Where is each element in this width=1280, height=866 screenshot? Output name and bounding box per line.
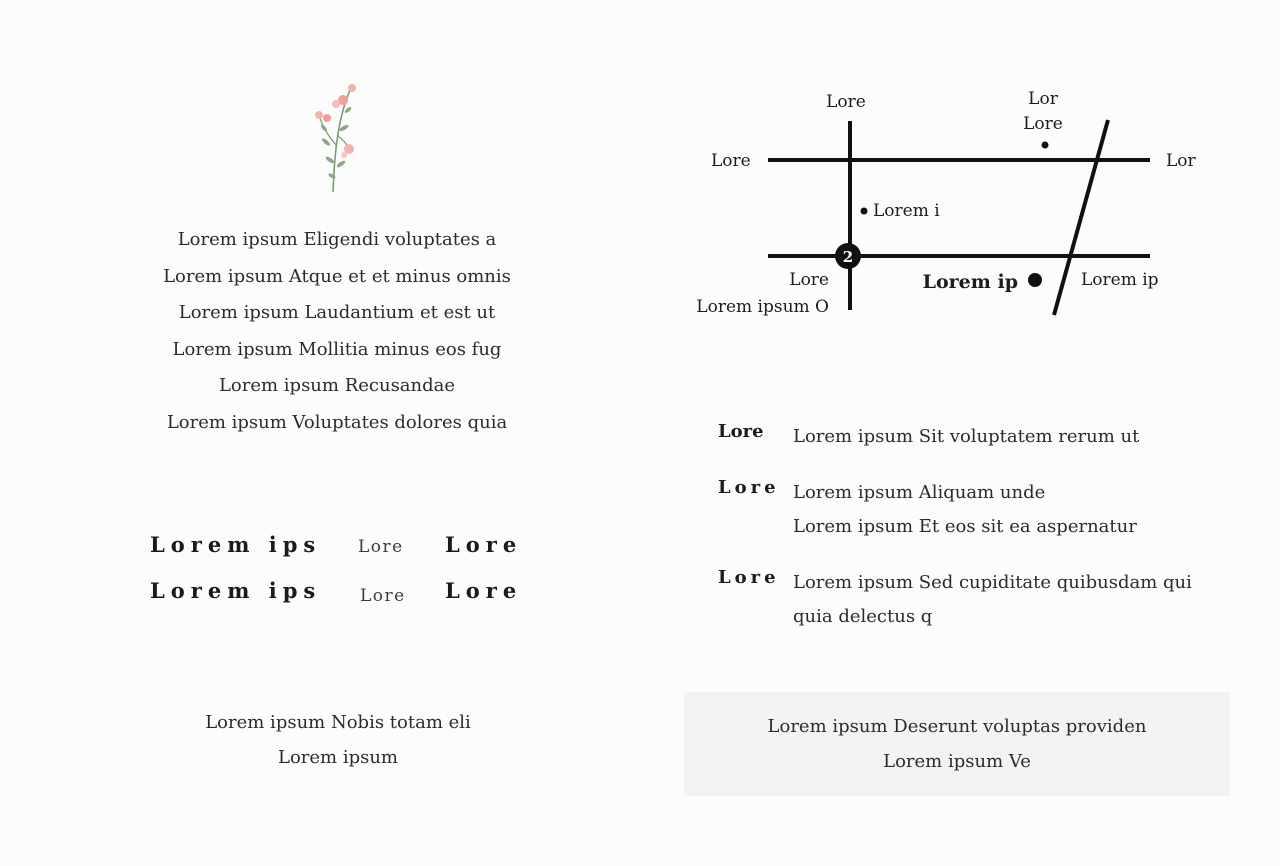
closing-message [140,706,536,775]
map-destination-marker [1028,273,1042,287]
poem-line: Lorem ipsum Recusandae [218,375,456,397]
schedule-line: quia delectus q [793,606,933,627]
closing-line: Lorem ipsum [277,746,398,768]
schedule-description [793,566,1238,634]
poem-line: Lorem ipsum Mollitia minus eos fug [172,338,502,360]
schedule-label: Lore [718,477,780,498]
poem-line: Lorem ipsum Voluptates dolores quia [166,411,508,433]
event-schedule [718,420,1238,634]
schedule-line: Lorem ipsum Et eos sit ea aspernatur [793,516,1137,537]
map-marker-small [861,208,868,215]
map-label: Lore [711,151,751,171]
map-label: Lor [1166,151,1196,171]
map-label: Lorem ip [1081,270,1159,290]
schedule-description [793,420,1238,454]
map-label: Lore [789,270,829,290]
location-map [680,0,1280,330]
map-label: 2 [842,248,854,266]
note-line: Lorem ipsum Deserunt voluptas providen [767,716,1147,737]
host-name-primary: Lorem ips [150,532,322,557]
schedule-item [718,420,1238,454]
invitation-poem [100,222,574,442]
host-names [150,532,550,624]
invitation-right-page [680,0,1280,866]
schedule-line: Lorem ipsum Sit voluptatem rerum ut [793,426,1140,447]
schedule-description [793,476,1238,544]
schedule-item [718,566,1238,634]
host-name-primary: Lorem ips [150,578,322,603]
schedule-label: Lore [718,567,780,588]
schedule-item [718,476,1238,544]
poem-line: Lorem ipsum Laudantium et est ut [178,302,496,324]
host-name-row [150,532,550,578]
host-name-row [150,578,550,624]
map-label: Lore [826,92,866,112]
poem-line: Lorem ipsum Eligendi voluptates a [177,229,497,250]
schedule-line: Lorem ipsum Sed cupiditate quibusdam qui [793,572,1192,593]
map-label: Lore [1023,114,1063,134]
map-label: Lorem ipsum O [696,297,829,317]
host-name-relation: Lore [358,537,404,557]
schedule-line: Lorem ipsum Aliquam unde [793,482,1046,503]
map-label: Lor [1028,89,1058,109]
flower-sprig-illustration [308,80,360,194]
schedule-label: Lore [718,421,764,442]
map-destination-label: Lorem ip [922,271,1018,293]
host-name-secondary: Lore [445,578,523,603]
map-label: Lorem i [873,201,940,221]
host-name-relation: Lore [360,586,406,606]
closing-line: Lorem ipsum Nobis totam eli [205,712,471,733]
poem-line: Lorem ipsum Atque et et minus omnis [163,265,511,287]
note-line: Lorem ipsum Ve [883,750,1031,772]
note-box [684,692,1230,796]
host-name-secondary: Lore [445,532,523,557]
map-marker-small [1042,142,1049,149]
